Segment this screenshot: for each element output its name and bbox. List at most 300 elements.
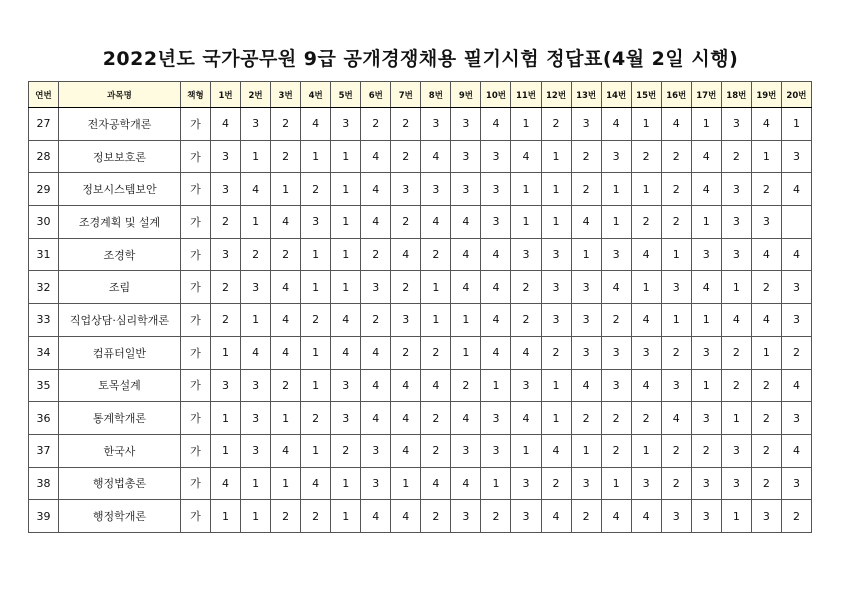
answer-cell: 2 xyxy=(751,369,781,402)
answer-cell: 1 xyxy=(721,271,751,304)
answer-cell: 4 xyxy=(451,206,481,239)
answer-cell: 4 xyxy=(661,108,691,141)
answer-cell: 3 xyxy=(691,336,721,369)
answer-cell: 3 xyxy=(361,271,391,304)
answer-cell: 3 xyxy=(511,369,541,402)
answer-cell: 2 xyxy=(391,271,421,304)
answer-cell: 3 xyxy=(781,467,811,500)
answer-cell: 4 xyxy=(391,434,421,467)
answer-cell: 4 xyxy=(451,238,481,271)
answer-cell: 4 xyxy=(751,108,781,141)
answer-cell: 3 xyxy=(391,304,421,337)
answer-cell: 1 xyxy=(751,336,781,369)
answer-cell: 2 xyxy=(481,500,511,533)
header-number: 연번 xyxy=(29,82,59,108)
table-row xyxy=(29,336,812,369)
answer-cell: 3 xyxy=(481,173,511,206)
answer-cell: 4 xyxy=(271,206,301,239)
answer-cell: 2 xyxy=(781,500,811,533)
header-question-4: 4번 xyxy=(301,82,331,108)
answer-cell: 1 xyxy=(301,238,331,271)
answer-cell: 1 xyxy=(331,206,361,239)
table-row xyxy=(29,500,812,533)
answer-cell: 4 xyxy=(541,500,571,533)
answer-cell: 2 xyxy=(241,238,271,271)
subject-name: 정보시스템보안 xyxy=(59,173,181,206)
answer-cell: 2 xyxy=(391,108,421,141)
answer-cell: 4 xyxy=(331,304,361,337)
answer-cell: 2 xyxy=(751,467,781,500)
answer-cell: 1 xyxy=(271,173,301,206)
answer-cell: 1 xyxy=(571,434,601,467)
answer-cell: 4 xyxy=(481,271,511,304)
answer-cell: 1 xyxy=(601,206,631,239)
answer-cell: 2 xyxy=(601,402,631,435)
answer-cell: 2 xyxy=(511,304,541,337)
answer-cell: 1 xyxy=(331,271,361,304)
answer-cell: 3 xyxy=(691,467,721,500)
answer-cell: 1 xyxy=(541,173,571,206)
answer-cell: 3 xyxy=(481,402,511,435)
answer-cell: 2 xyxy=(571,500,601,533)
row-number: 33 xyxy=(29,304,59,337)
answer-cell: 1 xyxy=(301,369,331,402)
answer-cell: 2 xyxy=(271,238,301,271)
answer-cell: 2 xyxy=(751,271,781,304)
subject-name: 행정학개론 xyxy=(59,500,181,533)
booklet-type: 가 xyxy=(181,336,211,369)
answer-cell: 1 xyxy=(541,206,571,239)
answer-cell: 3 xyxy=(601,369,631,402)
answer-cell: 1 xyxy=(541,402,571,435)
answer-cell: 2 xyxy=(661,467,691,500)
answer-cell: 2 xyxy=(331,434,361,467)
answer-cell: 2 xyxy=(421,402,451,435)
booklet-type: 가 xyxy=(181,271,211,304)
answer-cell: 4 xyxy=(511,336,541,369)
answer-cell: 3 xyxy=(331,402,361,435)
answer-cell: 4 xyxy=(301,108,331,141)
answer-cell: 1 xyxy=(241,500,271,533)
answer-cell: 2 xyxy=(301,173,331,206)
header-question-9: 9번 xyxy=(451,82,481,108)
answer-cell: 2 xyxy=(391,206,421,239)
answer-cell: 4 xyxy=(661,402,691,435)
answer-cell: 2 xyxy=(751,173,781,206)
answer-cell: 4 xyxy=(391,238,421,271)
header-type: 책형 xyxy=(181,82,211,108)
answer-cell: 4 xyxy=(481,108,511,141)
table-row xyxy=(29,140,812,173)
answer-cell: 2 xyxy=(661,336,691,369)
answer-cell: 4 xyxy=(391,369,421,402)
answer-cell: 2 xyxy=(601,304,631,337)
answer-cell: 2 xyxy=(421,238,451,271)
answer-cell: 1 xyxy=(631,108,661,141)
answer-cell: 1 xyxy=(541,140,571,173)
answer-cell: 3 xyxy=(541,238,571,271)
answer-cell: 1 xyxy=(691,108,721,141)
answer-cell: 3 xyxy=(541,271,571,304)
answer-cell: 3 xyxy=(721,434,751,467)
answer-cell: 4 xyxy=(421,369,451,402)
header-question-6: 6번 xyxy=(361,82,391,108)
answer-cell: 2 xyxy=(751,434,781,467)
booklet-type: 가 xyxy=(181,108,211,141)
answer-cell: 2 xyxy=(421,336,451,369)
row-number: 37 xyxy=(29,434,59,467)
header-question-5: 5번 xyxy=(331,82,361,108)
answer-cell: 2 xyxy=(361,304,391,337)
answer-cell: 1 xyxy=(661,238,691,271)
subject-name: 직업상담·심리학개론 xyxy=(59,304,181,337)
answer-cell: 3 xyxy=(691,402,721,435)
row-number: 35 xyxy=(29,369,59,402)
answer-cell: 4 xyxy=(391,402,421,435)
answer-cell: 4 xyxy=(361,140,391,173)
answer-cell: 3 xyxy=(571,271,601,304)
header-question-11: 11번 xyxy=(511,82,541,108)
booklet-type: 가 xyxy=(181,140,211,173)
header-question-1: 1번 xyxy=(211,82,241,108)
answer-cell: 1 xyxy=(331,500,361,533)
answer-cell: 3 xyxy=(571,467,601,500)
answer-cell: 3 xyxy=(361,467,391,500)
answer-cell: 4 xyxy=(691,173,721,206)
table-row xyxy=(29,108,812,141)
answer-cell: 4 xyxy=(211,467,241,500)
answer-cell: 1 xyxy=(511,434,541,467)
answer-cell: 2 xyxy=(631,206,661,239)
answer-cell: 2 xyxy=(211,304,241,337)
header-question-3: 3번 xyxy=(271,82,301,108)
answer-cell: 1 xyxy=(241,304,271,337)
answer-cell xyxy=(781,206,811,239)
answer-cell: 3 xyxy=(721,206,751,239)
table-row xyxy=(29,402,812,435)
answer-cell: 3 xyxy=(211,173,241,206)
answer-cell: 3 xyxy=(511,467,541,500)
answer-cell: 3 xyxy=(481,206,511,239)
header-question-8: 8번 xyxy=(421,82,451,108)
answer-cell: 1 xyxy=(301,336,331,369)
answer-cell: 3 xyxy=(691,500,721,533)
answer-cell: 1 xyxy=(691,206,721,239)
answer-cell: 4 xyxy=(421,206,451,239)
answer-cell: 4 xyxy=(301,467,331,500)
answer-cell: 3 xyxy=(451,500,481,533)
row-number: 27 xyxy=(29,108,59,141)
answer-cell: 2 xyxy=(541,336,571,369)
table-row xyxy=(29,271,812,304)
answer-cell: 2 xyxy=(271,140,301,173)
answer-cell: 4 xyxy=(361,336,391,369)
answer-cell: 1 xyxy=(301,434,331,467)
row-number: 34 xyxy=(29,336,59,369)
answer-cell: 2 xyxy=(391,336,421,369)
answer-cell: 4 xyxy=(781,238,811,271)
booklet-type: 가 xyxy=(181,467,211,500)
answer-cell: 3 xyxy=(481,140,511,173)
answer-cell: 3 xyxy=(661,271,691,304)
answer-cell: 1 xyxy=(661,304,691,337)
header-question-18: 18번 xyxy=(721,82,751,108)
answer-cell: 1 xyxy=(451,304,481,337)
answer-cell: 1 xyxy=(331,238,361,271)
answer-cell: 3 xyxy=(571,108,601,141)
answer-cell: 2 xyxy=(751,402,781,435)
answer-cell: 3 xyxy=(751,206,781,239)
answer-cell: 3 xyxy=(631,467,661,500)
answer-cell: 3 xyxy=(451,108,481,141)
answer-cell: 2 xyxy=(661,206,691,239)
answer-cell: 3 xyxy=(451,434,481,467)
answer-cell: 1 xyxy=(421,271,451,304)
table-row xyxy=(29,206,812,239)
answer-cell: 4 xyxy=(571,206,601,239)
answer-cell: 3 xyxy=(601,238,631,271)
answer-cell: 1 xyxy=(241,140,271,173)
answer-cell: 2 xyxy=(781,336,811,369)
answer-cell: 2 xyxy=(421,434,451,467)
answer-cell: 4 xyxy=(781,173,811,206)
answer-cell: 1 xyxy=(271,402,301,435)
header-question-20: 20번 xyxy=(781,82,811,108)
row-number: 38 xyxy=(29,467,59,500)
answer-cell: 2 xyxy=(721,369,751,402)
table-row xyxy=(29,304,812,337)
answer-cell: 1 xyxy=(241,467,271,500)
answer-cell: 4 xyxy=(601,108,631,141)
answer-cell: 1 xyxy=(601,467,631,500)
answer-cell: 3 xyxy=(331,108,361,141)
answer-cell: 3 xyxy=(721,173,751,206)
answer-cell: 4 xyxy=(481,336,511,369)
answer-cell: 2 xyxy=(271,500,301,533)
answer-cell: 2 xyxy=(301,402,331,435)
table-row xyxy=(29,467,812,500)
answer-cell: 1 xyxy=(481,369,511,402)
answer-cell: 3 xyxy=(451,173,481,206)
subject-name: 컴퓨터일반 xyxy=(59,336,181,369)
answer-cell: 4 xyxy=(631,500,661,533)
booklet-type: 가 xyxy=(181,173,211,206)
answer-cell: 2 xyxy=(511,271,541,304)
row-number: 32 xyxy=(29,271,59,304)
answer-cell: 2 xyxy=(391,140,421,173)
answer-cell: 2 xyxy=(571,140,601,173)
booklet-type: 가 xyxy=(181,500,211,533)
subject-name: 한국사 xyxy=(59,434,181,467)
answer-cell: 1 xyxy=(331,467,361,500)
answer-cell: 3 xyxy=(211,369,241,402)
answer-cell: 4 xyxy=(451,402,481,435)
answer-cell: 2 xyxy=(721,140,751,173)
answer-cell: 3 xyxy=(781,271,811,304)
booklet-type: 가 xyxy=(181,304,211,337)
answer-cell: 4 xyxy=(631,369,661,402)
answer-cell: 1 xyxy=(511,108,541,141)
table-row xyxy=(29,369,812,402)
answer-cell: 1 xyxy=(781,108,811,141)
answer-cell: 4 xyxy=(481,238,511,271)
answer-cell: 3 xyxy=(781,402,811,435)
header-question-19: 19번 xyxy=(751,82,781,108)
answer-cell: 4 xyxy=(451,271,481,304)
answer-cell: 4 xyxy=(541,434,571,467)
header-question-14: 14번 xyxy=(601,82,631,108)
answer-cell: 3 xyxy=(331,369,361,402)
answer-cell: 3 xyxy=(241,108,271,141)
answer-cell: 2 xyxy=(211,271,241,304)
table-row xyxy=(29,173,812,206)
answer-key-table xyxy=(28,81,812,533)
answer-cell: 2 xyxy=(361,108,391,141)
answer-cell: 3 xyxy=(511,238,541,271)
answer-cell: 3 xyxy=(601,140,631,173)
answer-cell: 3 xyxy=(541,304,571,337)
answer-cell: 3 xyxy=(511,500,541,533)
answer-cell: 3 xyxy=(361,434,391,467)
answer-cell: 4 xyxy=(781,369,811,402)
row-number: 30 xyxy=(29,206,59,239)
answer-cell: 3 xyxy=(721,467,751,500)
answer-cell: 2 xyxy=(271,108,301,141)
booklet-type: 가 xyxy=(181,369,211,402)
header-question-2: 2번 xyxy=(241,82,271,108)
answer-cell: 2 xyxy=(421,500,451,533)
answer-cell: 3 xyxy=(241,369,271,402)
answer-cell: 4 xyxy=(421,140,451,173)
answer-cell: 2 xyxy=(601,434,631,467)
answer-cell: 3 xyxy=(451,140,481,173)
answer-cell: 1 xyxy=(571,238,601,271)
answer-cell: 2 xyxy=(361,238,391,271)
answer-cell: 4 xyxy=(481,304,511,337)
header-question-13: 13번 xyxy=(571,82,601,108)
answer-cell: 4 xyxy=(271,336,301,369)
answer-cell: 4 xyxy=(601,500,631,533)
answer-cell: 2 xyxy=(661,140,691,173)
header-question-10: 10번 xyxy=(481,82,511,108)
answer-cell: 4 xyxy=(361,369,391,402)
header-question-12: 12번 xyxy=(541,82,571,108)
answer-cell: 4 xyxy=(631,304,661,337)
subject-name: 행정법총론 xyxy=(59,467,181,500)
answer-cell: 2 xyxy=(571,402,601,435)
answer-cell: 1 xyxy=(301,140,331,173)
header-subject: 과목명 xyxy=(59,82,181,108)
answer-cell: 4 xyxy=(421,467,451,500)
table-row xyxy=(29,238,812,271)
table-row xyxy=(29,434,812,467)
subject-name: 조림 xyxy=(59,271,181,304)
answer-cell: 1 xyxy=(451,336,481,369)
answer-cell: 3 xyxy=(481,434,511,467)
header-question-15: 15번 xyxy=(631,82,661,108)
answer-cell: 1 xyxy=(271,467,301,500)
answer-cell: 2 xyxy=(721,336,751,369)
answer-cell: 1 xyxy=(481,467,511,500)
subject-name: 전자공학개론 xyxy=(59,108,181,141)
answer-cell: 3 xyxy=(241,271,271,304)
answer-cell: 3 xyxy=(721,238,751,271)
answer-cell: 1 xyxy=(211,500,241,533)
answer-cell: 1 xyxy=(691,304,721,337)
answer-cell: 2 xyxy=(571,173,601,206)
answer-cell: 3 xyxy=(601,336,631,369)
answer-cell: 4 xyxy=(511,140,541,173)
subject-name: 통계학개론 xyxy=(59,402,181,435)
subject-name: 정보보호론 xyxy=(59,140,181,173)
answer-cell: 3 xyxy=(781,304,811,337)
row-number: 31 xyxy=(29,238,59,271)
answer-cell: 1 xyxy=(241,206,271,239)
booklet-type: 가 xyxy=(181,238,211,271)
answer-cell: 2 xyxy=(631,140,661,173)
header-question-16: 16번 xyxy=(661,82,691,108)
answer-cell: 3 xyxy=(751,500,781,533)
answer-cell: 1 xyxy=(541,369,571,402)
header-question-7: 7번 xyxy=(391,82,421,108)
answer-cell: 4 xyxy=(601,271,631,304)
answer-cell: 1 xyxy=(691,369,721,402)
answer-cell: 4 xyxy=(361,206,391,239)
answer-cell: 1 xyxy=(721,500,751,533)
subject-name: 조경계획 및 설계 xyxy=(59,206,181,239)
answer-cell: 4 xyxy=(361,402,391,435)
answer-cell: 1 xyxy=(631,173,661,206)
answer-cell: 1 xyxy=(631,271,661,304)
answer-cell: 2 xyxy=(211,206,241,239)
subject-name: 조경학 xyxy=(59,238,181,271)
answer-cell: 4 xyxy=(271,434,301,467)
page-title: 2022년도 국가공무원 9급 공개경쟁채용 필기시험 정답표(4월 2일 시행) xyxy=(102,48,739,70)
answer-cell: 3 xyxy=(571,336,601,369)
answer-cell: 1 xyxy=(301,271,331,304)
answer-cell: 2 xyxy=(631,402,661,435)
answer-cell: 4 xyxy=(331,336,361,369)
answer-cell: 2 xyxy=(541,108,571,141)
table-body xyxy=(29,108,812,533)
answer-cell: 4 xyxy=(631,238,661,271)
answer-cell: 3 xyxy=(781,140,811,173)
answer-cell: 4 xyxy=(751,304,781,337)
header-row xyxy=(29,82,812,108)
answer-cell: 4 xyxy=(391,500,421,533)
answer-cell: 3 xyxy=(691,238,721,271)
answer-cell: 2 xyxy=(541,467,571,500)
answer-cell: 4 xyxy=(781,434,811,467)
answer-cell: 1 xyxy=(421,304,451,337)
answer-cell: 1 xyxy=(211,434,241,467)
answer-cell: 3 xyxy=(421,108,451,141)
answer-cell: 4 xyxy=(211,108,241,141)
answer-cell: 4 xyxy=(571,369,601,402)
row-number: 29 xyxy=(29,173,59,206)
answer-cell: 3 xyxy=(391,173,421,206)
answer-cell: 4 xyxy=(451,467,481,500)
booklet-type: 가 xyxy=(181,206,211,239)
answer-cell: 2 xyxy=(451,369,481,402)
answer-cell: 1 xyxy=(721,402,751,435)
answer-cell: 1 xyxy=(751,140,781,173)
answer-cell: 3 xyxy=(301,206,331,239)
answer-cell: 4 xyxy=(271,304,301,337)
answer-cell: 4 xyxy=(691,140,721,173)
answer-cell: 1 xyxy=(511,206,541,239)
row-number: 28 xyxy=(29,140,59,173)
